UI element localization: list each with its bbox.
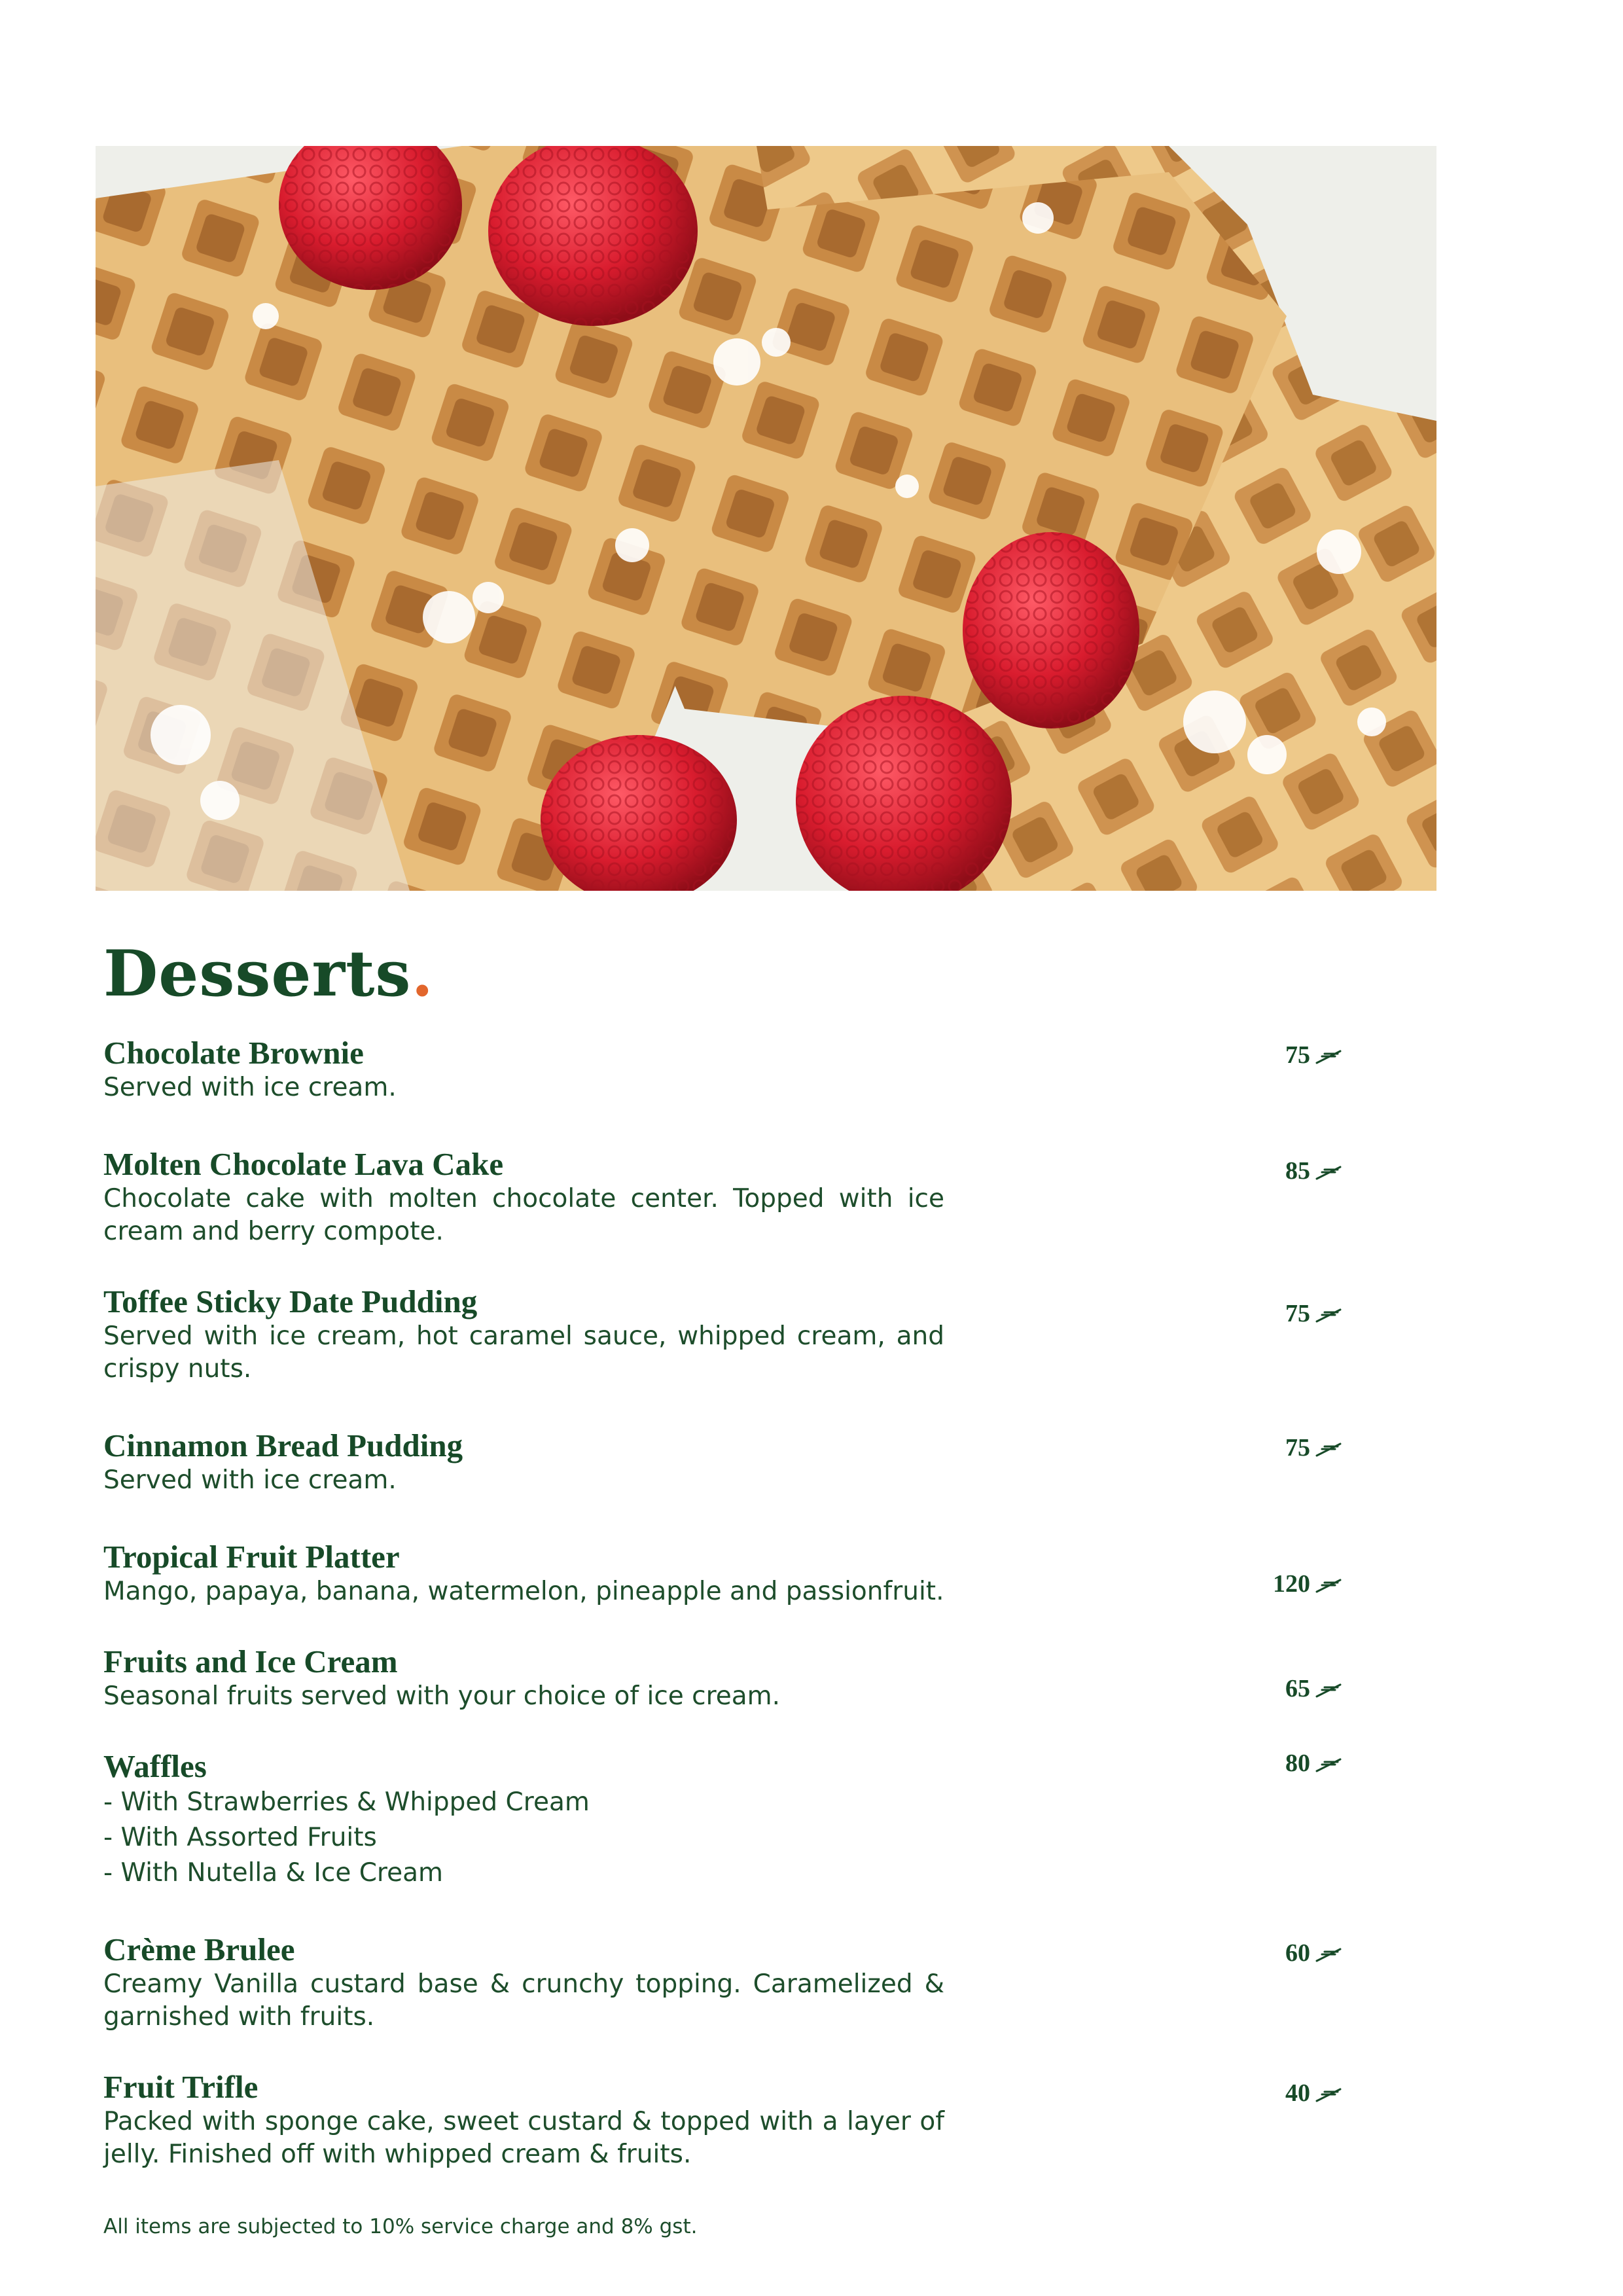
menu-item <box>103 1932 944 2034</box>
item-description: Served with ice cream, hot caramel sauce, whipped cream, and crispy nuts. <box>103 1321 944 1384</box>
rupee-icon <box>1315 1758 1342 1772</box>
price-value: 75 <box>1285 1300 1310 1327</box>
item-name: Fruits and Ice Cream <box>103 1643 398 1679</box>
price-value: 85 <box>1285 1157 1310 1185</box>
item-name: Cinnamon Bread Pudding <box>103 1427 463 1463</box>
item-description: Mango, papaya, banana, watermelon, pineapple and passionfruit. <box>103 1576 944 1606</box>
price-value: 75 <box>1285 1434 1310 1462</box>
rupee-icon <box>1315 1683 1342 1698</box>
item-price <box>1217 1157 1342 1185</box>
menu-item <box>103 1539 944 1608</box>
item-description: Served with ice cream. <box>103 1465 397 1495</box>
item-name: Crème Brulee <box>103 1931 295 1967</box>
rupee-icon <box>1315 1050 1342 1064</box>
menu-item <box>103 1749 944 1891</box>
item-description: Seasonal fruits served with your choice of ice cream. <box>103 1681 781 1711</box>
item-price <box>1217 1939 1342 1967</box>
section-title <box>103 937 434 1011</box>
menu-item <box>103 1428 944 1497</box>
menu-item <box>103 1644 944 1713</box>
item-name: Fruit Trifle <box>103 2069 259 2105</box>
item-price <box>1217 1674 1342 1703</box>
menu-item <box>103 1147 944 1248</box>
item-price <box>1217 1041 1342 1069</box>
price-value: 60 <box>1285 1939 1310 1967</box>
item-description: Packed with sponge cake, sweet custard & topped with a layer of jelly. Finished off with whipped cream & fruits. <box>103 2106 944 2169</box>
waffle-options-list <box>103 1785 944 1891</box>
section-title-text: Desserts <box>103 937 412 1011</box>
hero-photo <box>96 146 1436 891</box>
item-price <box>1217 1570 1342 1598</box>
item-name: Molten Chocolate Lava Cake <box>103 1146 504 1182</box>
menu-item <box>103 1035 944 1104</box>
rupee-icon <box>1315 1443 1342 1457</box>
item-description: Chocolate cake with molten chocolate center. Topped with ice cream and berry compote. <box>103 1183 944 1246</box>
price-value: 40 <box>1285 2079 1310 2107</box>
item-name: Toffee Sticky Date Pudding <box>103 1283 478 1319</box>
price-value: 75 <box>1285 1041 1310 1069</box>
rupee-icon <box>1315 1166 1342 1180</box>
rupee-icon <box>1315 1579 1342 1593</box>
item-name: Chocolate Brownie <box>103 1035 364 1071</box>
price-value: 120 <box>1273 1570 1310 1598</box>
item-name: Waffles <box>103 1748 207 1784</box>
rupee-icon <box>1315 1948 1342 1962</box>
list-item: - With Nutella & Ice Cream <box>103 1857 443 1888</box>
item-description: Creamy Vanilla custard base & crunchy topping. Caramelized & garnished with fruits. <box>103 1969 944 2032</box>
price-value: 80 <box>1285 1749 1310 1777</box>
service-charge-note: All items are subjected to 10% service charge and 8% gst. <box>103 2215 698 2238</box>
list-item: - With Assorted Fruits <box>103 1822 377 1852</box>
item-price <box>1217 1433 1342 1462</box>
item-name: Tropical Fruit Platter <box>103 1539 400 1575</box>
item-price <box>1217 2079 1342 2108</box>
rupee-icon <box>1315 1308 1342 1323</box>
waffle-illustration <box>96 146 1436 891</box>
list-item: - With Strawberries & Whipped Cream <box>103 1787 590 1817</box>
rupee-icon <box>1315 2088 1342 2102</box>
menu-item <box>103 1284 944 1386</box>
title-accent-dot: . <box>411 937 434 1011</box>
item-price <box>1217 1749 1342 1778</box>
item-price <box>1217 1299 1342 1328</box>
price-value: 65 <box>1285 1675 1310 1702</box>
menu-item <box>103 2070 944 2171</box>
item-description: Served with ice cream. <box>103 1072 397 1102</box>
